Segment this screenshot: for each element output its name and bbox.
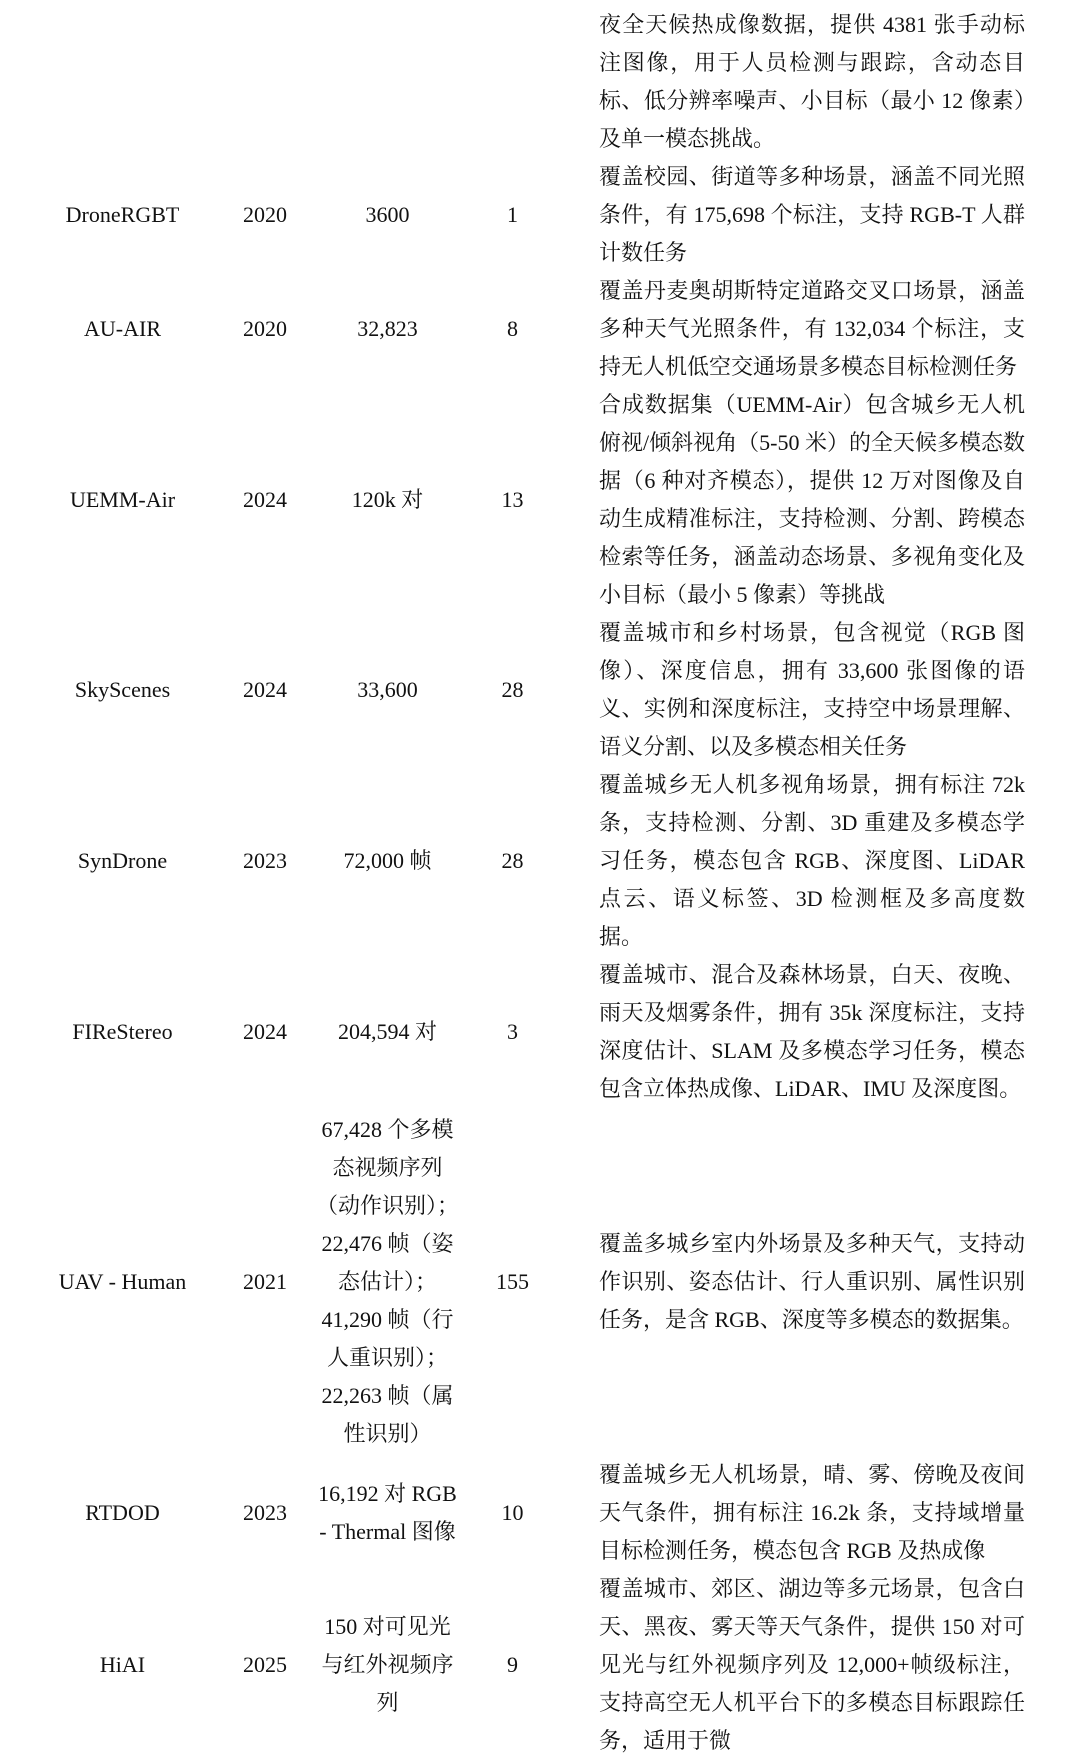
dataset-year-cell: 2021	[243, 1269, 287, 1294]
dataset-name-cell: UEMM-Air	[69, 487, 176, 512]
dataset-name-cell: SynDrone	[77, 848, 168, 873]
dataset-name-cell: AU-AIR	[84, 316, 161, 341]
table-row-firestereo	[30, 956, 1025, 1108]
dataset-name-cell: FIReStereo	[72, 1019, 173, 1044]
dataset-year-cell: 2024	[243, 1019, 287, 1044]
dataset-description-cell: 覆盖城乡无人机场景，晴、雾、傍晚及夜间天气条件，拥有标注 16.2k 条，支持域增量目标检测任务，模态包含 RGB 及热成像	[599, 1462, 1025, 1563]
dataset-year-cell: 2023	[243, 848, 287, 873]
dataset-name-cell: RTDOD	[85, 1500, 160, 1525]
dataset-size-cell: 33,600	[357, 677, 418, 702]
dataset-description-cell: 覆盖校园、街道等多种场景，涵盖不同光照条件，有 175,698 个标注，支持 RGB-T 人群计数任务	[599, 164, 1025, 265]
dataset-count-cell: 3	[507, 1019, 518, 1044]
dataset-size-cell: 150 对可见光与红外视频序列	[321, 1614, 454, 1715]
dataset-description-cell: 覆盖城市、混合及森林场景，白天、夜晚、雨天及烟雾条件，拥有 35k 深度标注，支持深度估计、SLAM 及多模态学习任务，模态包含立体热成像、LiDAR、IMU 及深度图。	[599, 962, 1025, 1101]
dataset-size-cell: 32,823	[357, 316, 418, 341]
dataset-size-cell: 67,428 个多模态视频序列（动作识别）；22,476 帧（姿态估计）；41,290 帧（行人重识别）；22,263 帧（属性识别）	[315, 1117, 459, 1446]
dataset-year-cell: 2020	[243, 316, 287, 341]
dataset-year-cell	[215, 6, 315, 158]
dataset-count-cell: 28	[501, 677, 524, 702]
dataset-year-cell: 2025	[243, 1652, 287, 1677]
dataset-count-cell: 28	[501, 848, 524, 873]
dataset-name-cell: HiAI	[99, 1652, 146, 1677]
table-row-continuation	[30, 6, 1025, 158]
dataset-description-cell: 覆盖城乡无人机多视角场景，拥有标注 72k 条，支持检测、分割、3D 重建及多模态学习任务，模态包含 RGB、深度图、LiDAR 点云、语义标签、3D 检测框及多高度数据。	[599, 772, 1025, 949]
dataset-size-cell: 72,000 帧	[343, 848, 432, 873]
dataset-year-cell: 2024	[243, 487, 287, 512]
dataset-description-cell: 覆盖城市和乡村场景，包含视觉（RGB 图像）、深度信息，拥有 33,600 张图像的语义、实例和深度标注，支持空中场景理解、语义分割、以及多模态相关任务	[599, 620, 1025, 759]
dataset-description-cell: 合成数据集（UEMM-Air）包含城乡无人机俯视/倾斜视角（5-50 米）的全天候多模态数据（6 种对齐模态），提供 12 万对图像及自动生成精准标注，支持检测、分割、跨模态检索等任务，涵盖动态场景、多视角变化及小目标（最小 5 像素）等挑战	[599, 392, 1025, 607]
table-row-dronergbt	[30, 158, 1025, 272]
dataset-count-cell: 1	[507, 202, 518, 227]
dataset-name-cell: DroneRGBT	[65, 202, 180, 227]
table-row-hiai	[30, 1570, 1025, 1760]
dataset-description-cell: 夜全天候热成像数据，提供 4381 张手动标注图像，用于人员检测与跟踪，含动态目标、低分辨率噪声、小目标（最小 12 像素）及单一模态挑战。	[599, 12, 1025, 151]
dataset-size-cell: 16,192 对 RGB - Thermal 图像	[318, 1481, 457, 1544]
dataset-year-cell: 2020	[243, 202, 287, 227]
dataset-size-cell	[315, 6, 460, 158]
dataset-count-cell: 10	[501, 1500, 524, 1525]
dataset-count-cell: 13	[501, 487, 524, 512]
dataset-description-cell: 覆盖多城乡室内外场景及多种天气，支持动作识别、姿态估计、行人重识别、属性识别任务，是含 RGB、深度等多模态的数据集。	[599, 1231, 1025, 1332]
table-row-au-air	[30, 272, 1025, 386]
dataset-count-cell: 9	[507, 1652, 518, 1677]
dataset-count-cell	[460, 6, 565, 158]
dataset-year-cell: 2023	[243, 1500, 287, 1525]
dataset-description-cell: 覆盖丹麦奥胡斯特定道路交叉口场景，涵盖多种天气光照条件，有 132,034 个标注，支持无人机低空交通场景多模态目标检测任务	[599, 278, 1025, 379]
dataset-size-cell: 3600	[365, 202, 410, 227]
table-row-syndrone	[30, 766, 1025, 956]
dataset-size-cell: 204,594 对	[337, 1019, 437, 1044]
dataset-name-cell	[30, 6, 215, 158]
dataset-count-cell: 155	[496, 1269, 529, 1294]
dataset-description-cell: 覆盖城市、郊区、湖边等多元场景，包含白天、黑夜、雾天等天气条件，提供 150 对可见光与红外视频序列及 12,000+帧级标注，支持高空无人机平台下的多模态目标跟踪任务，适用于微	[599, 1576, 1025, 1753]
table-row-uemm-air	[30, 386, 1025, 614]
table-row-skyscenes	[30, 614, 1025, 766]
table-row-uav-human	[30, 1108, 1025, 1456]
dataset-name-cell: UAV - Human	[58, 1269, 187, 1294]
dataset-year-cell: 2024	[243, 677, 287, 702]
dataset-size-cell: 120k 对	[351, 487, 424, 512]
dataset-name-cell: SkyScenes	[74, 677, 171, 702]
datasets-table	[30, 6, 1025, 1760]
dataset-count-cell: 8	[507, 316, 518, 341]
table-row-rtdod	[30, 1456, 1025, 1570]
